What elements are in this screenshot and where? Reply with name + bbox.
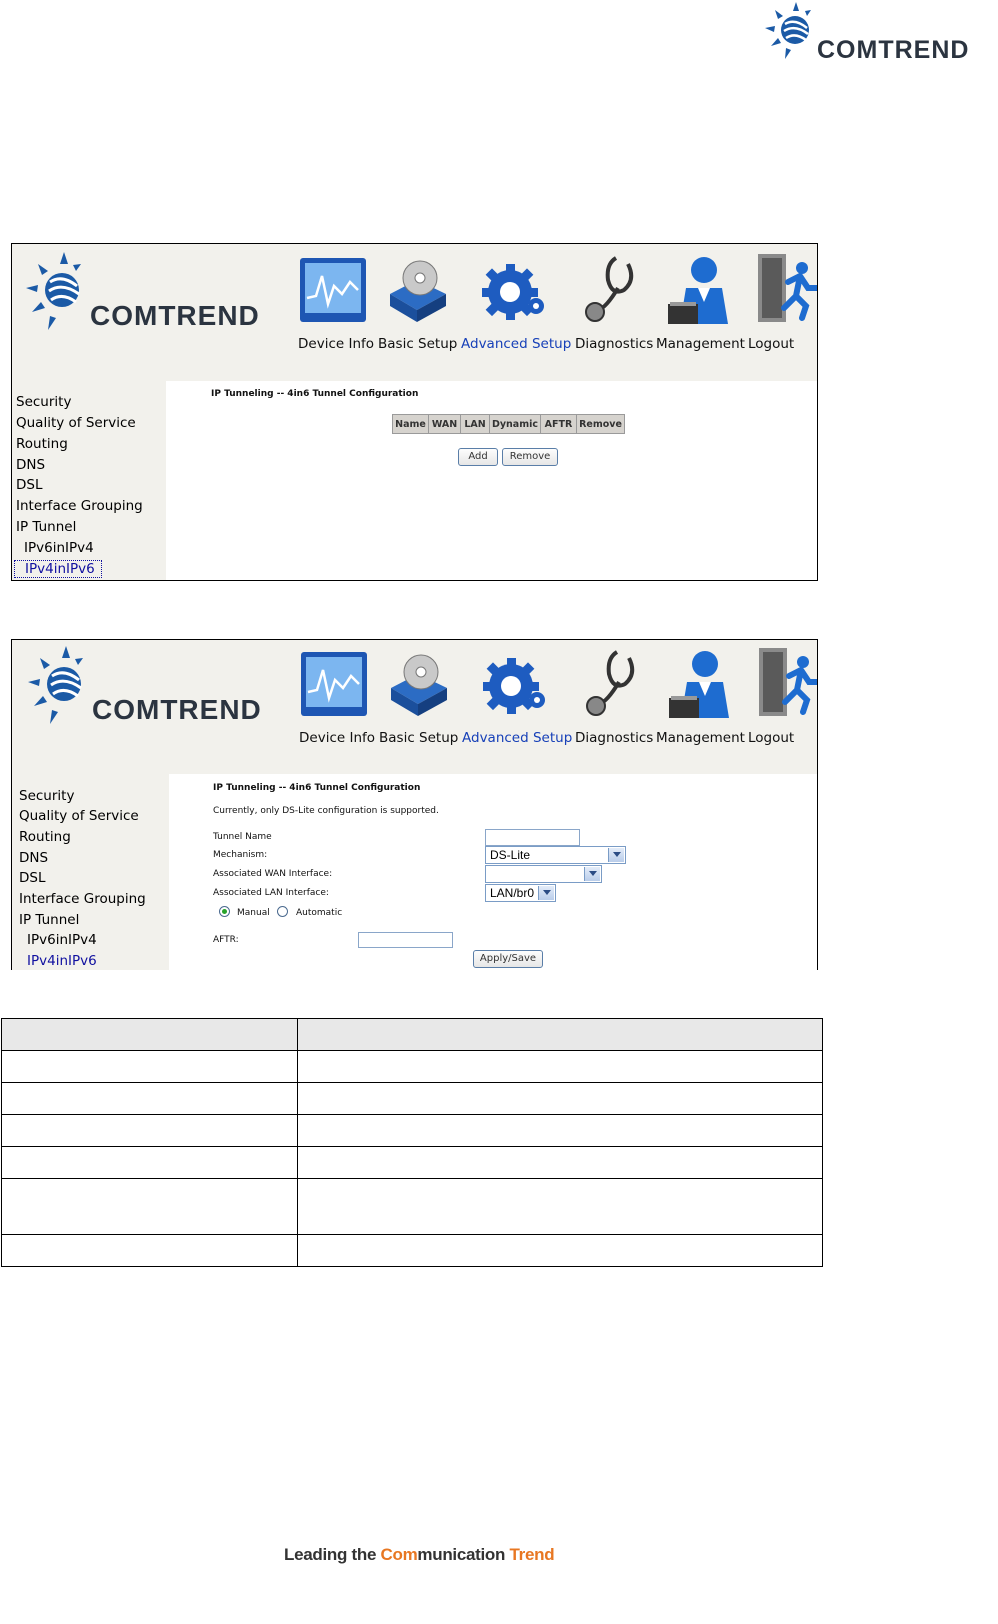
table-header-cell [298,1019,823,1051]
sidebar-item-qos[interactable]: Quality of Service [16,415,136,431]
aftr-label: AFTR: [213,935,239,945]
monitor-chart-icon[interactable] [298,256,368,328]
table-row [2,1083,823,1115]
footer-part1: Leading the [284,1545,381,1564]
comtrend-globe-icon [24,250,88,332]
nav-diagnostics[interactable]: Diagnostics [575,336,654,352]
table-cell [2,1083,298,1115]
table-cell [2,1051,298,1083]
add-button[interactable]: Add [458,448,498,466]
sidebar-item-ip-tunnel[interactable]: IP Tunnel [19,912,80,928]
table-cell [298,1115,823,1147]
col-aftr: AFTR [540,414,577,434]
sidebar-item-ipv4inipv6[interactable]: IPv4inIPv6 [27,953,97,969]
running-exit-icon[interactable] [753,646,818,718]
sidebar-item-dsl[interactable]: DSL [19,870,46,886]
nav-advanced-setup[interactable]: Advanced Setup [462,730,573,746]
content-area [169,774,817,970]
table-row [2,1115,823,1147]
sidebar-item-dns[interactable]: DNS [16,457,46,473]
aftr-input[interactable] [358,932,453,948]
tunnel-name-label: Tunnel Name [213,832,272,842]
user-desk-icon[interactable] [666,254,736,326]
sidebar-item-routing[interactable]: Routing [19,829,71,845]
mechanism-select[interactable] [485,846,626,864]
footer-part2: munication [417,1545,510,1564]
automatic-label: Automatic [296,908,343,918]
header-logo [763,2,973,64]
remove-button[interactable]: Remove [502,448,558,466]
sidebar-item-ip-tunnel[interactable]: IP Tunnel [16,519,77,535]
nav-device-info[interactable]: Device Info [299,730,376,746]
table-cell [298,1179,823,1235]
disc-box-icon[interactable] [383,648,453,720]
nav-basic-setup[interactable]: Basic Setup [379,730,459,746]
field-description-table [1,1018,823,1267]
chevron-down-icon [608,848,624,862]
table-row [2,1051,823,1083]
sidebar-item-interface-grouping[interactable]: Interface Grouping [19,891,146,907]
col-name: Name [392,414,429,434]
tunnel-table-header [392,414,625,435]
page-title: IP Tunneling -- 4in6 Tunnel Configuration [213,783,421,793]
sidebar-item-interface-grouping[interactable]: Interface Grouping [16,498,143,514]
lan-interface-value: LAN/br0 [490,886,535,900]
table-header-row [2,1019,823,1051]
sidebar-item-ipv4inipv6[interactable]: IPv4inIPv6 [14,560,102,578]
manual-label: Manual [237,908,270,918]
sidebar-item-routing[interactable]: Routing [16,436,68,452]
gear-icon[interactable] [479,650,549,722]
sidebar-item-dns[interactable]: DNS [19,850,49,866]
table-row [2,1179,823,1235]
chevron-down-icon [584,867,600,881]
table-cell [2,1147,298,1179]
table-row [2,1147,823,1179]
manual-radio[interactable] [219,906,230,917]
sidebar-item-ipv6inipv4[interactable]: IPv6inIPv4 [24,540,94,556]
table-cell [298,1235,823,1267]
ds-lite-note: Currently, only DS-Lite configuration is supported. [213,806,439,816]
sidebar-item-security[interactable]: Security [19,788,75,804]
table-header-cell [2,1019,298,1051]
table-row [2,1235,823,1267]
nav-basic-setup[interactable]: Basic Setup [378,336,458,352]
lan-interface-label: Associated LAN Interface: [213,888,329,898]
nav-diagnostics[interactable]: Diagnostics [575,730,654,746]
footer-tagline [284,1545,554,1565]
footer-accent2: Trend [509,1545,555,1564]
screen-brand-text: COMTREND [90,300,260,331]
wan-interface-select[interactable] [485,865,602,883]
nav-logout[interactable]: Logout [748,336,795,352]
apply-save-button[interactable]: Apply/Save [473,950,543,968]
table-cell [2,1115,298,1147]
table-cell [2,1235,298,1267]
comtrend-globe-icon [26,644,90,726]
automatic-radio[interactable] [277,906,288,917]
mechanism-label: Mechanism: [213,850,268,860]
page-title: IP Tunneling -- 4in6 Tunnel Configuration [211,389,419,399]
sidebar-item-qos[interactable]: Quality of Service [19,808,139,824]
table-cell [298,1083,823,1115]
col-remove: Remove [576,414,625,434]
nav-management[interactable]: Management [656,730,745,746]
table-cell [298,1051,823,1083]
table-cell [298,1147,823,1179]
table-cell [2,1179,298,1235]
disc-box-icon[interactable] [382,254,452,326]
content-area [166,381,817,580]
footer-accent1: Com [380,1545,418,1564]
nav-advanced-setup[interactable]: Advanced Setup [461,336,572,352]
nav-management[interactable]: Management [656,336,745,352]
screenshot-tunnel-config [11,639,818,970]
wan-interface-label: Associated WAN Interface: [213,869,333,879]
stethoscope-icon[interactable] [579,648,649,720]
col-wan: WAN [428,414,461,434]
comtrend-globe-icon [763,2,819,60]
user-desk-icon[interactable] [667,648,737,720]
tunnel-name-input[interactable] [485,829,580,846]
nav-logout[interactable]: Logout [748,730,795,746]
col-dynamic: Dynamic [489,414,541,434]
col-lan: LAN [460,414,490,434]
mechanism-value: DS-Lite [490,848,531,862]
running-exit-icon[interactable] [752,252,818,324]
sidebar-item-ipv6inipv4[interactable]: IPv6inIPv4 [27,932,97,948]
chevron-down-icon [538,886,554,900]
screen-brand-text: COMTREND [92,694,262,725]
sidebar-item-dsl[interactable]: DSL [16,477,43,493]
monitor-chart-icon[interactable] [299,650,369,722]
lan-interface-select[interactable] [485,884,556,902]
sidebar-item-security[interactable]: Security [16,394,72,410]
gear-icon[interactable] [478,256,548,328]
nav-device-info[interactable]: Device Info [298,336,375,352]
stethoscope-icon[interactable] [578,254,648,326]
screenshot-tunnel-list [11,243,818,581]
header-brand-text: COMTREND [817,36,970,64]
